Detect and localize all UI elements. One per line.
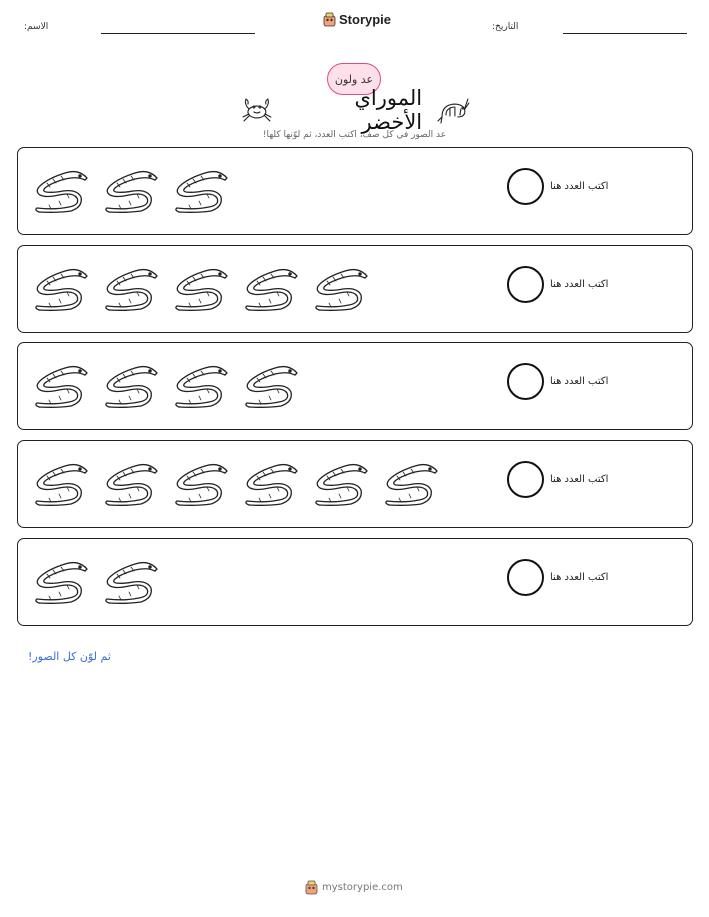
moray-eel-icon	[241, 460, 299, 506]
eel-pictures	[31, 460, 439, 506]
moray-eel-icon	[31, 362, 89, 408]
site-url[interactable]: mystorypie.com	[322, 882, 403, 893]
moray-eel-icon	[31, 460, 89, 506]
moray-eel-icon	[101, 460, 159, 506]
answer-label: اكتب العدد هنا	[550, 572, 609, 583]
name-label: الاسم:	[24, 22, 49, 32]
answer-circle[interactable]	[507, 363, 544, 400]
moray-eel-icon	[101, 265, 159, 311]
answer-label: اكتب العدد هنا	[550, 376, 609, 387]
moray-eel-icon	[31, 167, 89, 213]
moray-eel-icon	[171, 167, 229, 213]
site-footer	[305, 880, 403, 895]
moray-eel-icon	[241, 265, 299, 311]
worksheet-title	[240, 86, 470, 134]
moray-eel-icon	[381, 460, 439, 506]
answer-area	[507, 461, 608, 498]
answer-circle[interactable]	[507, 559, 544, 596]
badge-text: عد ولون	[334, 72, 374, 86]
moray-eel-icon	[171, 265, 229, 311]
eel-pictures	[31, 265, 369, 311]
crab-icon	[240, 95, 274, 125]
moray-eel-icon	[241, 362, 299, 408]
counting-row	[17, 440, 693, 528]
moray-eel-icon	[101, 167, 159, 213]
name-line[interactable]	[101, 33, 255, 34]
answer-label: اكتب العدد هنا	[550, 279, 609, 290]
logo-text: Storypie	[339, 12, 392, 27]
answer-area	[507, 168, 608, 205]
answer-circle[interactable]	[507, 461, 544, 498]
answer-label: اكتب العدد هنا	[550, 474, 609, 485]
counting-row	[17, 342, 693, 430]
moray-eel-icon	[171, 460, 229, 506]
eel-pictures	[31, 362, 299, 408]
moray-eel-icon	[101, 362, 159, 408]
date-line[interactable]	[563, 33, 687, 34]
storypie-mascot-icon	[305, 880, 318, 895]
answer-area	[507, 363, 608, 400]
moray-eel-icon	[31, 558, 89, 604]
date-label: التاريخ:	[492, 22, 519, 32]
title-text: الموراي الأخضر	[354, 86, 423, 134]
shrimp-icon	[436, 95, 470, 125]
answer-circle[interactable]	[507, 266, 544, 303]
instructions: عد الصور في كل صف، اكتب العدد، ثم لوّنها كلها!	[262, 130, 447, 140]
counting-row	[17, 147, 693, 235]
moray-eel-icon	[311, 460, 369, 506]
moray-eel-icon	[31, 265, 89, 311]
answer-area	[507, 559, 608, 596]
answer-area	[507, 266, 608, 303]
counting-row	[17, 538, 693, 626]
color-instruction: ثم لوّن كل الصور!	[28, 650, 111, 663]
counting-row	[17, 245, 693, 333]
moray-eel-icon	[311, 265, 369, 311]
storypie-logo	[323, 12, 391, 27]
moray-eel-icon	[101, 558, 159, 604]
eel-pictures	[31, 167, 229, 213]
storypie-mascot-icon	[323, 12, 336, 27]
answer-label: اكتب العدد هنا	[550, 181, 609, 192]
eel-pictures	[31, 558, 159, 604]
moray-eel-icon	[171, 362, 229, 408]
answer-circle[interactable]	[507, 168, 544, 205]
